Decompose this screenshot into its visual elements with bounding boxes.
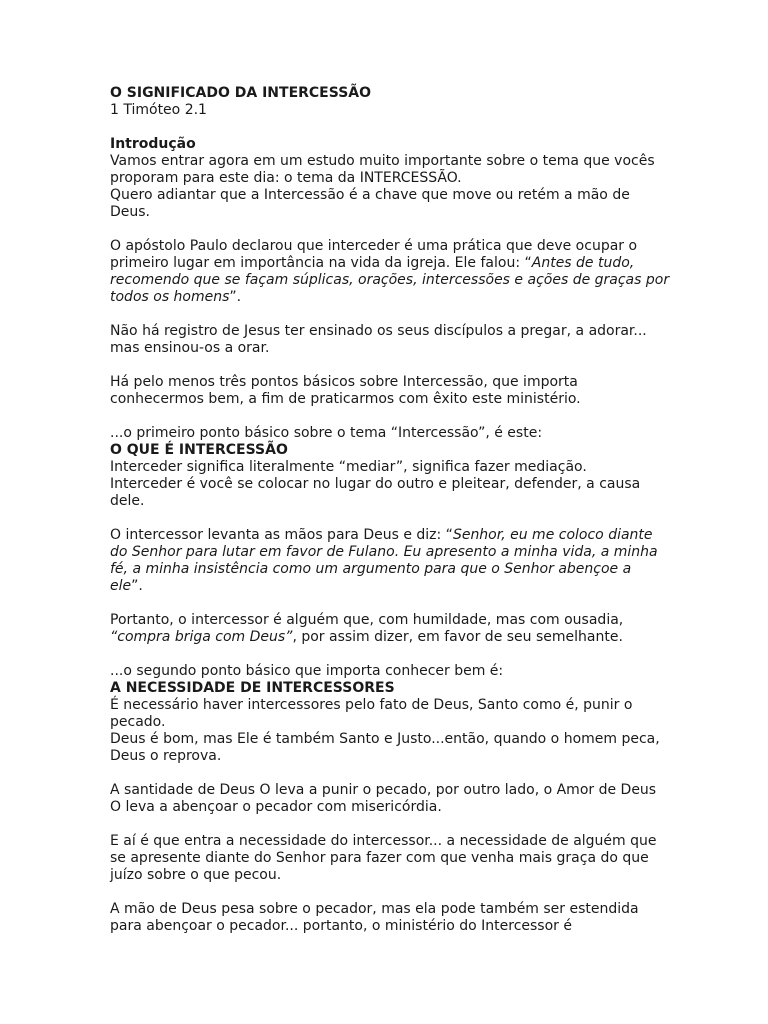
spacer (110, 119, 650, 136)
paragraph-line: É necessário haver intercessores pelo fato de Deus, Santo como é, punir o (110, 697, 633, 713)
quote-line: do Senhor para lutar em favor de Fulano. Eu apresento a minha vida, a minha (110, 544, 658, 560)
document-page (110, 85, 670, 935)
paragraph-line: A mão de Deus pesa sobre o pecador, mas ela pode também ser estendida (110, 901, 639, 917)
paragraph-line: Interceder significa literalmente “mediar”, significa fazer mediação. (110, 459, 587, 475)
paragraph-line: Deus o reprova. (110, 748, 222, 764)
spacer (110, 221, 650, 238)
text-run: , por assim dizer, em favor de seu semelhante. (292, 629, 623, 645)
scripture-reference: 1 Timóteo 2.1 (110, 102, 207, 118)
paragraph-line: conhecermos bem, a fim de praticarmos com êxito este ministério. (110, 391, 581, 407)
quote-text: todos os homens (110, 289, 230, 305)
paragraph-line: Deus é bom, mas Ele é também Santo e Justo...então, quando o homem peca, (110, 731, 660, 747)
quote-line: recomendo que se façam súplicas, orações, intercessões e ações de graças por (110, 272, 670, 288)
quote-text: “compra briga com Deus” (110, 629, 293, 645)
paragraph-line (110, 629, 650, 646)
paragraph-line: mas ensinou-os a orar. (110, 340, 270, 356)
text-run: ”. (229, 289, 242, 305)
spacer (110, 816, 650, 833)
spacer (110, 884, 650, 901)
paragraph-line (110, 578, 650, 595)
quote-line: fé, a minha insistência como um argumento para que o Senhor abençoe a (110, 561, 632, 577)
paragraph-line: Interceder é você se colocar no lugar do outro e pleitear, defender, a causa (110, 476, 641, 492)
section-heading: A NECESSIDADE DE INTERCESSORES (110, 680, 395, 696)
paragraph-line: proporam para este dia: o tema da INTERCESSÃO. (110, 170, 462, 186)
paragraph-line (110, 527, 653, 544)
paragraph-line: pecado. (110, 714, 166, 730)
paragraph-line: juízo sobre o que pecou. (110, 867, 282, 883)
text-run: ”. (131, 578, 143, 594)
paragraph-line: para abençoar o pecador... portanto, o ministério do Intercessor é (110, 918, 572, 934)
quote-text: Senhor, eu me coloco diante (452, 527, 653, 543)
paragraph-line: Não há registro de Jesus ter ensinado os seus discípulos a pregar, a adorar... (110, 323, 647, 339)
spacer (110, 595, 650, 612)
paragraph-line: Quero adiantar que a Intercessão é a chave que move ou retém a mão de (110, 187, 630, 203)
quote-text: ele (110, 578, 132, 594)
paragraph-line: A santidade de Deus O leva a punir o pecado, por outro lado, o Amor de Deus (110, 782, 657, 798)
section-heading: O QUE É INTERCESSÃO (110, 442, 288, 458)
document-title: O SIGNIFICADO DA INTERCESSÃO (110, 85, 372, 101)
spacer (110, 408, 650, 425)
text-run: O intercessor levanta as mãos para Deus e diz: “ (110, 527, 453, 543)
paragraph-line: O apóstolo Paulo declarou que interceder é uma prática que deve ocupar o (110, 238, 638, 254)
paragraph-line: O leva a abençoar o pecador com misericórdia. (110, 799, 442, 815)
quote-text: Antes de tudo, (531, 255, 635, 271)
text-run: primeiro lugar em importância na vida da igreja. Ele falou: “ (110, 255, 532, 271)
spacer (110, 646, 650, 663)
spacer (110, 306, 650, 323)
paragraph-line: E aí é que entra a necessidade do intercessor... a necessidade de alguém que (110, 833, 657, 849)
spacer (110, 765, 650, 782)
point-intro: ...o primeiro ponto básico sobre o tema “Intercessão”, é este: (110, 425, 543, 441)
paragraph-line: Há pelo menos três pontos básicos sobre Intercessão, que importa (110, 374, 578, 390)
paragraph-line (110, 255, 650, 272)
spacer (110, 357, 650, 374)
paragraph-line: dele. (110, 493, 145, 509)
paragraph-line: Vamos entrar agora em um estudo muito importante sobre o tema que vocês (110, 153, 655, 169)
spacer (110, 510, 650, 527)
paragraph-line: Deus. (110, 204, 151, 220)
intro-heading: Introdução (110, 136, 196, 152)
paragraph-line: Portanto, o intercessor é alguém que, com humildade, mas com ousadia, (110, 612, 624, 628)
paragraph-line (110, 289, 650, 306)
paragraph-line: se apresente diante do Senhor para fazer com que venha mais graça do que (110, 850, 649, 866)
point-intro: ...o segundo ponto básico que importa conhecer bem é: (110, 663, 504, 679)
